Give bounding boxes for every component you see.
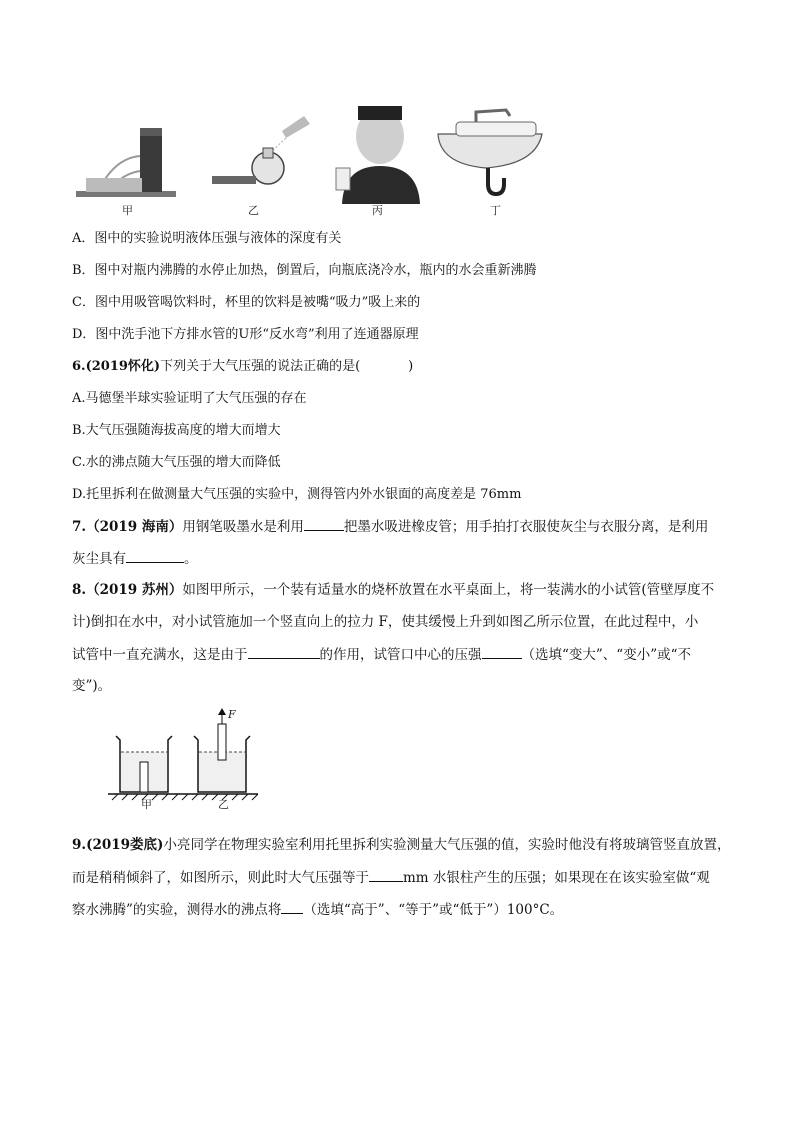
q7-line-1: 7.（2019 海南）用钢笔吸墨水是利用 把墨水吸进橡皮管；用手拍打衣服使灰尘与衣服分离，是利用 bbox=[72, 519, 709, 535]
q6-stem-text: 下列关于大气压强的说法正确的是( bbox=[160, 359, 361, 374]
figure-yi-image bbox=[212, 116, 310, 184]
beakers-diagram bbox=[108, 708, 268, 808]
q5-option-d: D．图中洗手池下方排水管的U形“反水弯”利用了连通器原理 bbox=[72, 327, 419, 342]
q5-figure-row bbox=[72, 96, 501, 217]
q6-option-c: C.水的沸点随大气压强的增大而降低 bbox=[72, 455, 281, 470]
q5-option-c: C．图中用吸管喝饮料时，杯里的饮料是被嘴“吸力”吸上来的 bbox=[72, 295, 421, 310]
q8-number: 8.（2019 苏州） bbox=[72, 582, 183, 598]
q9-line-1: 9.(2019娄底)小亮同学在物理实验室利用托里拆利实验测量大气压强的值，实验时他没有将玻璃管竖直放置， bbox=[72, 837, 731, 853]
q7-line-2: 灰尘具有 。 bbox=[72, 551, 198, 567]
q8-fig-label-yi: 乙 bbox=[218, 798, 229, 811]
q5-option-a: A．图中的实验说明液体压强与液体的深度有关 bbox=[72, 231, 342, 246]
q8-force-label: F bbox=[228, 708, 236, 721]
figure-bing-image bbox=[336, 106, 420, 204]
q7-blank-1 bbox=[304, 518, 344, 531]
q9-blank-2 bbox=[281, 901, 303, 914]
q6-option-d: D.托里拆利在做测量大气压强的实验中，测得管内外水银面的高度差是 76mm bbox=[72, 487, 522, 502]
q6-stem bbox=[72, 359, 413, 375]
q8-line-1: 8.（2019 苏州）如图甲所示，一个装有适量水的烧杯放置在水平桌面上，将一装满水的小试管(管壁厚度不 bbox=[72, 582, 715, 598]
q8-blank-2 bbox=[482, 646, 522, 659]
figure-label-yi: 乙 bbox=[248, 204, 259, 217]
figure-label-ding: 丁 bbox=[490, 204, 501, 217]
q9-line-2: 而是稍稍倾斜了，如图所示，则此时大气压强等于 mm 水银柱产生的压强；如果现在在该实验室做“观 bbox=[72, 870, 710, 886]
q6-number: 6.(2019怀化) bbox=[72, 359, 161, 374]
q7-blank-2 bbox=[126, 550, 184, 563]
figure-jia-image bbox=[76, 128, 176, 197]
q9-blank-1 bbox=[369, 869, 403, 882]
experiment-photos-figure bbox=[72, 96, 472, 206]
q7-number: 7.（2019 海南） bbox=[72, 519, 183, 535]
figure-label-bing: 丙 bbox=[372, 204, 383, 217]
q6-stem-close: ) bbox=[408, 359, 414, 374]
q8-blank-1 bbox=[248, 646, 320, 659]
figure-label-jia: 甲 bbox=[122, 204, 133, 217]
q9-line-3: 察水沸腾”的实验，测得水的沸点将 （选填“高于”、“等于”或“低于”）100°C。 bbox=[72, 902, 564, 918]
q5-option-b: B．图中对瓶内沸腾的水停止加热，倒置后，向瓶底浇冷水，瓶内的水会重新沸腾 bbox=[72, 263, 537, 278]
q8-fig-label-jia: 甲 bbox=[141, 798, 152, 811]
q8-figure bbox=[108, 708, 268, 818]
q9-number: 9.(2019娄底) bbox=[72, 837, 164, 853]
q6-option-a: A.马德堡半球实验证明了大气压强的存在 bbox=[72, 391, 307, 406]
q8-line-2: 计)倒扣在水中，对小试管施加一个竖直向上的拉力 F，使其缓慢上升到如图乙所示位置，在此过程中，小 bbox=[72, 614, 699, 630]
q8-line-4: 变”)。 bbox=[72, 678, 112, 694]
q8-line-3: 试管中一直充满水，这是由于 的作用，试管口中心的压强 （选填“变大”、“变小”或“不 bbox=[72, 647, 692, 663]
figure-ding-image bbox=[436, 104, 546, 204]
q6-option-b: B.大气压强随海拔高度的增大而增大 bbox=[72, 423, 281, 438]
